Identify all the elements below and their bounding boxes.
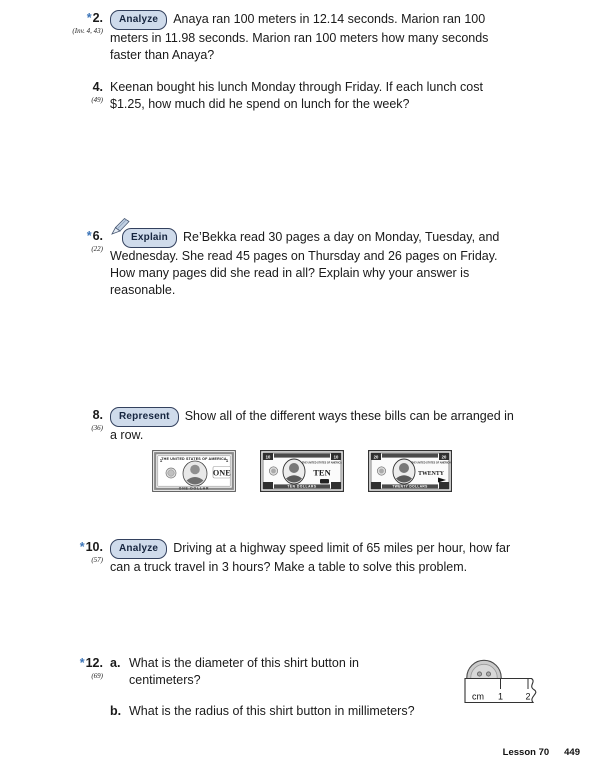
represent-badge: Represent [110, 407, 179, 427]
problem-4 [60, 79, 500, 113]
button-on-ruler [463, 650, 543, 706]
twenty-dollar-bill [368, 450, 452, 492]
bill-denomination: TWENTY [418, 470, 444, 477]
footer-page-number: 449 [564, 747, 580, 758]
bills-figure [152, 450, 520, 492]
problem-number [60, 539, 103, 556]
lesson-reference: (49) [91, 96, 103, 104]
problem-number-text: 10. [85, 540, 103, 554]
bill-corner-value: 10 [265, 454, 271, 460]
problem-12-number-col [60, 655, 110, 720]
problem-6-number-col [60, 228, 110, 299]
problem-10-number-col [60, 539, 110, 576]
problem-6 [60, 228, 505, 299]
bill-title: THE UNITED STATES OF AMERICA [302, 461, 342, 465]
problem-6-content [110, 228, 505, 299]
star-marker: * [79, 656, 85, 670]
problem-8-number-col [60, 407, 110, 492]
problem-number [60, 10, 103, 27]
problem-10-content [110, 539, 515, 576]
problem-8-text-row [110, 407, 520, 444]
bill-corner-value: 1 [225, 458, 229, 463]
part-text: What is the diameter of this shirt button in centimeters? [129, 656, 359, 687]
bill-bottom-label: TEN DOLLARS [287, 484, 317, 489]
problem-number-text: 4. [92, 80, 103, 94]
problem-12-content [110, 655, 469, 720]
problem-text: Keenan bought his lunch Monday through Friday. If each lunch cost $1.25, how much did he spend on lunch for the week? [110, 80, 483, 111]
ruler-tick-label-2: 2 [525, 691, 531, 702]
bill-corner-value: 10 [333, 454, 339, 460]
problem-number-text: 8. [92, 408, 103, 422]
bill-bottom-label: ONE DOLLAR [178, 486, 210, 491]
problem-8 [60, 407, 520, 492]
problem-text: Driving at a highway speed limit of 65 miles per hour, how far can a truck travel in 3 hours? Make a table to solve this problem. [110, 541, 511, 574]
lesson-reference: (22) [91, 245, 103, 253]
problem-2-number-col [60, 10, 110, 64]
bill-title: THE UNITED STATES OF AMERICA [161, 457, 227, 461]
problem-number [60, 655, 103, 672]
analyze-badge: Analyze [110, 539, 167, 559]
problem-4-number-col [60, 79, 110, 113]
one-dollar-bill [152, 450, 236, 492]
part-label: b. [110, 704, 122, 718]
star-marker: * [86, 11, 92, 25]
part-text: What is the radius of this shirt button in millimeters? [129, 704, 415, 718]
part-label: a. [110, 656, 121, 670]
analyze-badge: Analyze [110, 10, 167, 30]
bill-corner-value: 1 [159, 458, 163, 463]
problem-number-text: 2. [92, 11, 103, 25]
problem-8-content [110, 407, 520, 492]
star-marker: * [79, 540, 85, 554]
problem-10 [60, 539, 515, 576]
problem-number [60, 79, 103, 96]
lesson-reference: (69) [91, 672, 103, 680]
problem-12-part-a [110, 655, 469, 689]
lesson-reference: (57) [91, 556, 103, 564]
problem-number-text: 12. [85, 656, 103, 670]
ruler-tick-label-1: 1 [498, 691, 504, 702]
problem-4-content [110, 79, 500, 113]
explain-badge: Explain [122, 228, 177, 248]
explain-badge-wrap [122, 228, 183, 248]
bill-title: THE UNITED STATES OF AMERICA [411, 461, 451, 465]
problem-2-content [110, 10, 490, 64]
problem-12 [60, 655, 469, 720]
problem-number [60, 407, 103, 424]
lesson-reference: (36) [91, 424, 103, 432]
ruler-unit-label: cm [472, 691, 484, 702]
problem-number [60, 228, 103, 245]
bill-denomination: ONE [212, 468, 231, 478]
star-marker: * [86, 229, 92, 243]
problem-number-text: 6. [92, 229, 103, 243]
pencil-icon [111, 218, 133, 235]
ten-dollar-bill [260, 450, 344, 492]
bill-denomination: TEN [313, 467, 331, 478]
page-footer [503, 747, 580, 758]
problem-12-part-b [110, 703, 469, 720]
bill-corner-value: 20 [441, 454, 447, 460]
lesson-reference: (Inv. 4, 43) [72, 27, 103, 35]
footer-lesson-label: Lesson 70 [502, 747, 550, 758]
ruler-figure [463, 650, 543, 711]
problem-2 [60, 10, 490, 64]
problem-text: Re’Bekka read 30 pages a day on Monday, Tuesday, and Wednesday. She read 45 pages on Thursday and 26 pages on Friday. How many pages did she read in all? Explain why your answer is reasonable. [110, 230, 500, 297]
bill-bottom-label: TWENTY DOLLARS [392, 484, 428, 489]
problem-text: Show all of the different ways these bills can be arranged in a row. [110, 409, 514, 442]
bill-corner-value: 20 [373, 454, 379, 460]
problem-text: Anaya ran 100 meters in 12.14 seconds. Marion ran 100 meters in 11.98 seconds. Marion ran 100 meters how many seconds faster than Anaya? [110, 12, 489, 62]
